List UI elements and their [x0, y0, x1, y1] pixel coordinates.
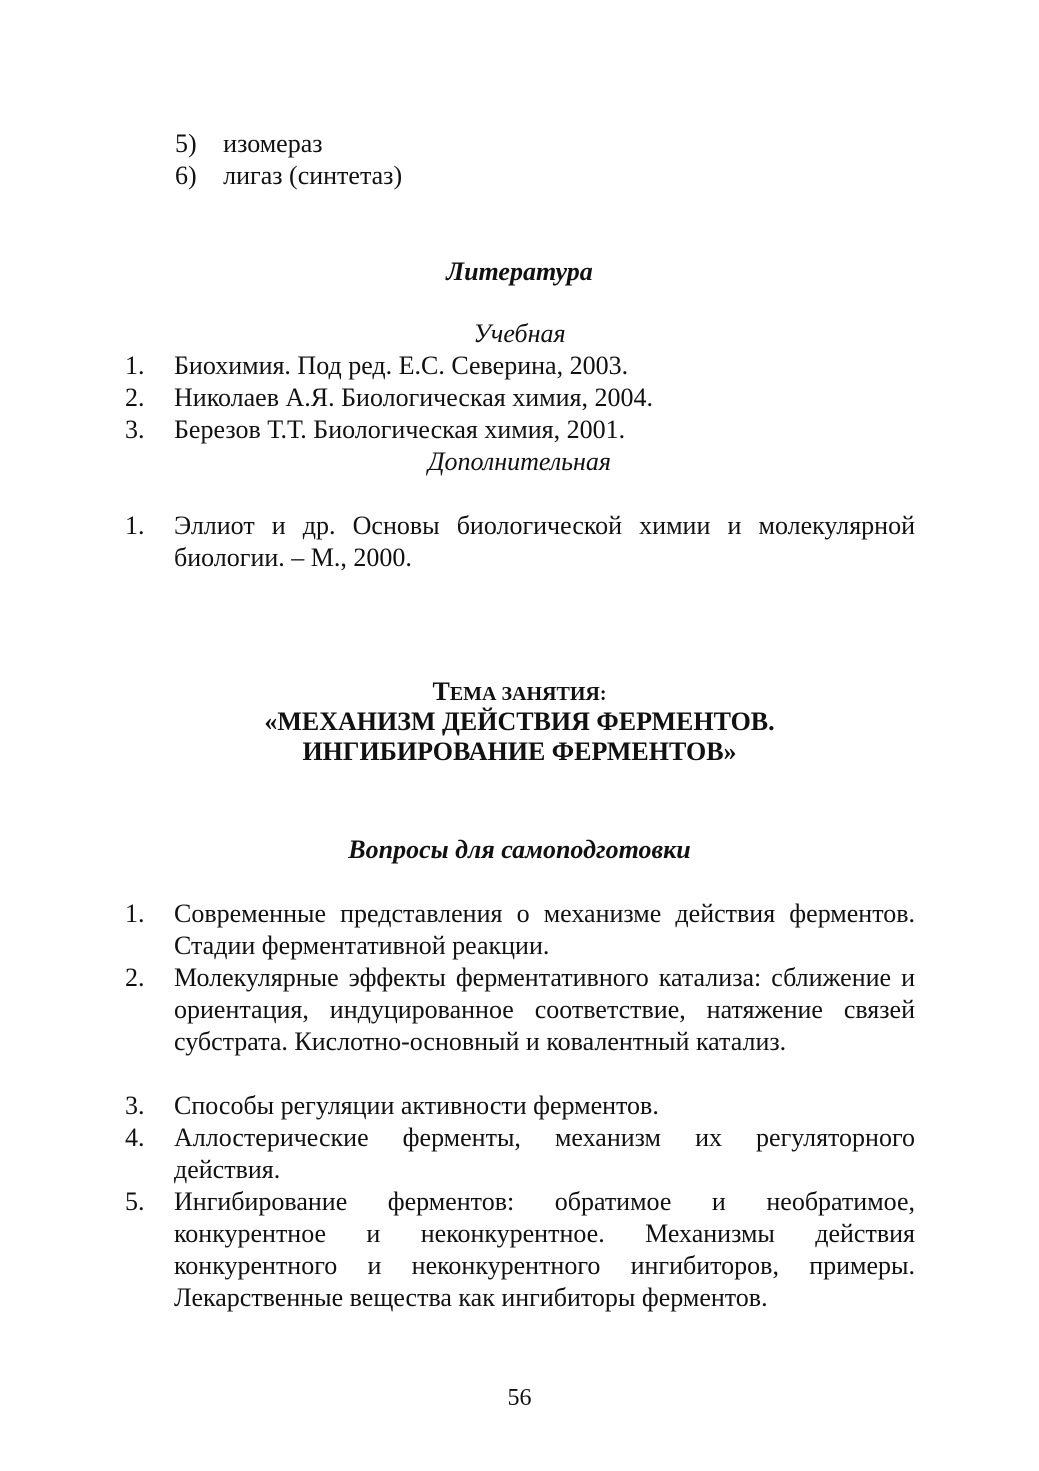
list-text: Молекулярные эффекты ферментативного катализа: сближение и ориентация, индуцированное соответствие, натяжение связей субстрата. Кислотно-основный и ковалентный катализ. — [174, 963, 915, 1056]
list-text: лигаз (синтетаз) — [223, 161, 403, 190]
list-text: Современные представления о механизме действия ферментов. Стадии ферментативной реакции. — [174, 899, 915, 960]
list-text: Эллиот и др. Основы биологической химии и молекулярной биологии. – М., 2000. — [174, 511, 915, 572]
topic-label — [0, 676, 1039, 710]
list-number: 5) — [175, 129, 197, 158]
list-text: Николаев А.Я. Биологическая химия, 2004. — [174, 383, 653, 412]
question-item — [125, 1186, 915, 1314]
list-number: 3. — [125, 1091, 145, 1120]
question-item — [125, 1090, 915, 1122]
literature-item — [125, 382, 915, 414]
literature-item — [125, 510, 915, 574]
list-number: 5. — [125, 1187, 145, 1216]
questions-heading: Вопросы для самоподготовки — [348, 835, 691, 864]
enzyme-class-item — [175, 160, 402, 192]
literature-extra-heading: Дополнительная — [428, 447, 611, 476]
enzyme-class-item — [175, 128, 323, 160]
literature-item — [125, 350, 915, 382]
list-number: 3. — [125, 415, 145, 444]
list-text: Березов Т.Т. Биологическая химия, 2001. — [174, 415, 626, 444]
list-number: 4. — [125, 1123, 145, 1152]
topic-title-line1: «МЕХАНИЗМ ДЕЙСТВИЯ ФЕРМЕНТОВ. — [264, 707, 775, 736]
topic-label-rest: ЕМА ЗАНЯТИЯ: — [449, 683, 607, 705]
topic-title-line2: ИНГИБИРОВАНИЕ ФЕРМЕНТОВ» — [302, 737, 737, 766]
list-text: Аллостерические ферменты, механизм их регуляторного действия. — [174, 1123, 915, 1184]
question-item — [125, 898, 915, 962]
list-number: 1. — [125, 351, 145, 380]
list-number: 1. — [125, 511, 145, 540]
list-number: 1. — [125, 899, 145, 928]
literature-item — [125, 414, 915, 446]
question-item — [125, 1122, 915, 1186]
list-text: Способы регуляции активности ферментов. — [174, 1091, 659, 1120]
question-item — [125, 962, 915, 1058]
list-number: 6) — [175, 161, 197, 190]
topic-label-first: Т — [432, 677, 450, 706]
literature-basic-heading: Учебная — [473, 319, 566, 348]
list-text: Биохимия. Под ред. Е.С. Северина, 2003. — [174, 351, 629, 380]
list-number: 2. — [125, 963, 145, 992]
literature-heading: Литература — [446, 257, 593, 286]
list-number: 2. — [125, 383, 145, 412]
list-text: изомераз — [223, 129, 323, 158]
list-text: Ингибирование ферментов: обратимое и необратимое, конкурентное и неконкурентное. Механизмы действия конкурентного и неконкурентного ингибиторов, примеры. Лекарственные вещества как ингибиторы ферментов. — [174, 1187, 915, 1312]
page-number: 56 — [507, 1385, 532, 1411]
